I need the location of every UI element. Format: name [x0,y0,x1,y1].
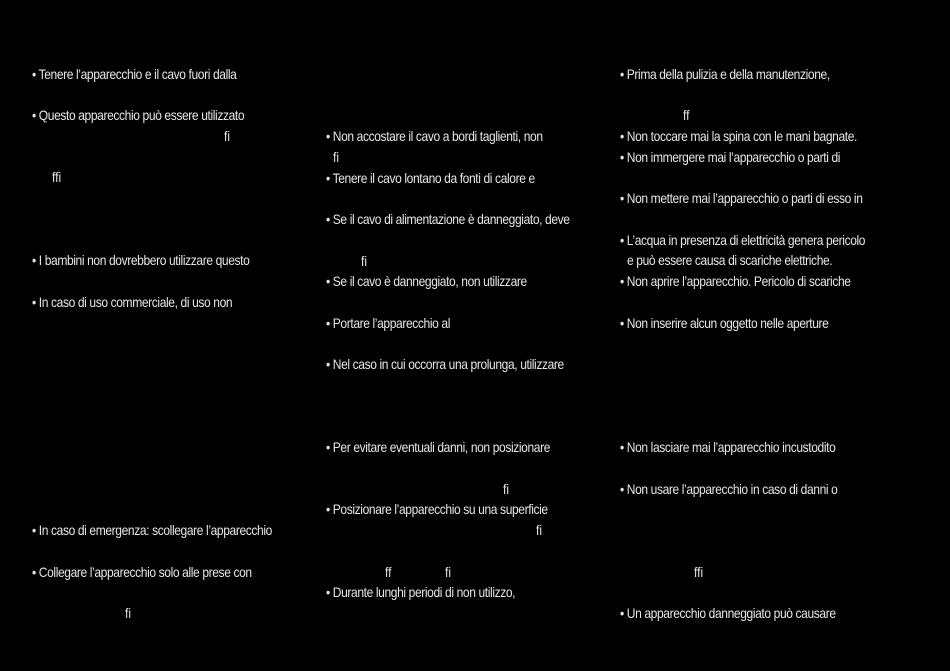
ligature-glyph: fi [536,522,543,538]
text-line: • Prima della pulizia e della manutenzione, [620,66,830,82]
text-line: • Un apparecchio danneggiato può causare [620,605,836,621]
text-line: • Durante lunghi periodi di non utilizzo, [326,584,516,600]
ligature-glyph: fi [224,128,231,144]
ligature-glyph: fi [361,253,368,269]
text-line: • Posizionare l’apparecchio su una superficie [326,501,548,517]
text-line: • Tenere il cavo lontano da fonti di calore e [326,170,535,186]
ligature-glyph: ff [385,564,392,580]
text-line: • In caso di emergenza: scollegare l’apparecchio [32,522,272,538]
text-line: • Non accostare il cavo a bordi taglienti, non [326,128,543,144]
text-line: • Se il cavo di alimentazione è danneggiato, deve [326,211,570,227]
text-line: • Non lasciare mai l’apparecchio incustodito [620,439,836,455]
text-line: • Non usare l’apparecchio in caso di danni o [620,481,838,497]
ligature-glyph: fi [125,605,132,621]
text-line: • Non immergere mai l’apparecchio o parti di [620,149,841,165]
text-line: e può essere causa di scariche elettriche. [627,252,833,268]
text-line: • Per evitare eventuali danni, non posizionare [326,439,551,455]
text-line: • Portare l’apparecchio al [326,315,451,331]
text-line: • L’acqua in presenza di elettricità genera pericolo [620,232,866,248]
text-line: • Collegare l’apparecchio solo alle prese con [32,564,252,580]
text-line: • Se il cavo è danneggiato, non utilizzare [326,273,527,289]
text-line: • In caso di uso commerciale, di uso non [32,294,233,310]
text-line: • Non inserire alcun oggetto nelle aperture [620,315,829,331]
ligature-glyph: fi [445,564,452,580]
text-line: • Questo apparecchio può essere utilizzato [32,107,245,123]
ligature-glyph: ff [683,107,690,123]
text-line: • Nel caso in cui occorra una prolunga, utilizzare [326,356,564,372]
ligature-glyph: fi [503,481,510,497]
text-line: • Non aprire l’apparecchio. Pericolo di scariche [620,273,851,289]
text-line: • Non toccare mai la spina con le mani bagnate. [620,128,858,144]
text-line: • I bambini non dovrebbero utilizzare questo [32,252,250,268]
text-line: • Non mettere mai l’apparecchio o parti di esso in [620,190,863,206]
ligature-glyph: fi [333,149,340,165]
text-line: • Tenere l’apparecchio e il cavo fuori dalla [32,66,237,82]
ligature-glyph: ffi [52,169,62,185]
ligature-glyph: ffi [694,564,704,580]
